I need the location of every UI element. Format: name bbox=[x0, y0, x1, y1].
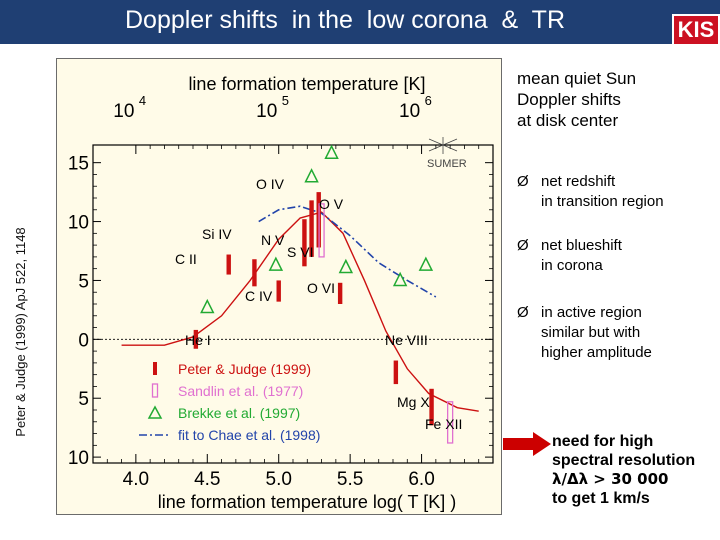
caption-line: at disk center bbox=[517, 111, 619, 130]
x-tick-label: 6.0 bbox=[408, 469, 435, 490]
bullet-arrow-icon: Ø bbox=[517, 237, 529, 254]
legend-entry: Peter & Judge (1999) bbox=[178, 361, 312, 377]
ion-label: Ne VIII bbox=[385, 332, 428, 348]
y-tick-label: 0 bbox=[78, 330, 89, 352]
ion-label: N V bbox=[261, 232, 285, 248]
kis-logo: KIS bbox=[672, 14, 720, 46]
brekke-triangle bbox=[270, 258, 282, 270]
bullet-line: higher amplitude bbox=[541, 344, 652, 361]
y-tick-label: 5 bbox=[78, 389, 89, 411]
bullet-line: in active region bbox=[541, 304, 642, 321]
peter-judge-bar bbox=[338, 283, 342, 304]
chae-fit-curve bbox=[259, 206, 436, 297]
bullet-line: net blueshift bbox=[541, 237, 622, 254]
resolving-power-line: λ/Δλ > 30 000 bbox=[552, 470, 669, 488]
peter-judge-bar bbox=[277, 280, 281, 301]
bullet-line: in transition region bbox=[541, 193, 664, 210]
ion-label: C IV bbox=[245, 288, 273, 304]
top-tick-label: 10 bbox=[399, 101, 421, 122]
ion-label: He I bbox=[185, 332, 211, 348]
y-tick-label: 10 bbox=[67, 212, 89, 234]
caption-line: mean quiet Sun bbox=[517, 69, 637, 88]
bullet-line: similar but with bbox=[541, 324, 641, 341]
brekke-triangle bbox=[201, 301, 213, 313]
legend-marker-peter-judge bbox=[153, 362, 157, 375]
bullet-arrow-icon: Ø bbox=[517, 173, 529, 190]
x-tick-label: 4.0 bbox=[122, 469, 150, 490]
x-tick-label: 5.0 bbox=[265, 469, 292, 490]
right-arrow-icon bbox=[503, 432, 551, 456]
bullet-arrow-icon: Ø bbox=[517, 304, 529, 321]
top-axis-label: line formation temperature [K] bbox=[188, 74, 426, 94]
citation-credit: Peter & Judge (1999) ApJ 522, 1148 bbox=[13, 227, 28, 437]
plot-caption bbox=[517, 68, 717, 131]
legend-entry: fit to Chae et al. (1998) bbox=[178, 427, 321, 443]
brekke-triangle bbox=[306, 170, 318, 182]
top-tick-label: 10 bbox=[256, 101, 278, 122]
legend-marker-brekke bbox=[149, 407, 161, 418]
bullet-line: in corona bbox=[541, 257, 603, 274]
ion-label: Mg X bbox=[397, 394, 430, 410]
x-tick-label: 5.5 bbox=[336, 469, 364, 490]
ion-label: O V bbox=[319, 196, 344, 212]
ion-label: Si IV bbox=[202, 226, 232, 242]
bullet-line: net redshift bbox=[541, 173, 616, 190]
doppler-plot-panel bbox=[56, 58, 502, 515]
x-axis-label: line formation temperature log( T [K] ) bbox=[157, 492, 457, 512]
caption-line: Doppler shifts bbox=[517, 90, 621, 109]
slide-title: Doppler shifts in the low corona & TR bbox=[124, 6, 565, 34]
y-tick-label: 15 bbox=[67, 153, 89, 175]
y-tick-label: 5 bbox=[78, 271, 89, 293]
ion-label: O IV bbox=[256, 176, 285, 192]
top-tick-exponent: 6 bbox=[424, 93, 432, 108]
need-line: to get 1 km/s bbox=[552, 490, 650, 507]
peter-judge-bar bbox=[394, 361, 398, 385]
top-tick-exponent: 4 bbox=[138, 93, 147, 108]
peter-judge-bar bbox=[252, 259, 256, 286]
sumer-label: SUMER bbox=[427, 158, 467, 170]
ion-label: C II bbox=[175, 251, 197, 267]
doppler-plot bbox=[57, 59, 501, 514]
brekke-triangle bbox=[420, 258, 432, 270]
need-line: need for high bbox=[552, 433, 654, 450]
top-tick-exponent: 5 bbox=[281, 93, 289, 108]
ion-label: O VI bbox=[307, 280, 336, 296]
resolution-requirement bbox=[552, 432, 720, 508]
fit-curve bbox=[122, 212, 479, 411]
brekke-triangle bbox=[340, 260, 352, 272]
ion-label: S VI bbox=[287, 244, 314, 260]
peter-judge-bar bbox=[227, 255, 231, 275]
legend-entry: Brekke et al. (1997) bbox=[178, 405, 301, 421]
legend-marker-sandlin bbox=[153, 384, 158, 397]
need-line: spectral resolution bbox=[552, 452, 696, 469]
x-tick-label: 4.5 bbox=[194, 469, 221, 490]
y-tick-label: 10 bbox=[67, 448, 89, 470]
legend-entry: Sandlin et al. (1977) bbox=[178, 383, 304, 399]
top-tick-label: 10 bbox=[113, 101, 135, 122]
ion-label: Fe XII bbox=[425, 416, 463, 432]
